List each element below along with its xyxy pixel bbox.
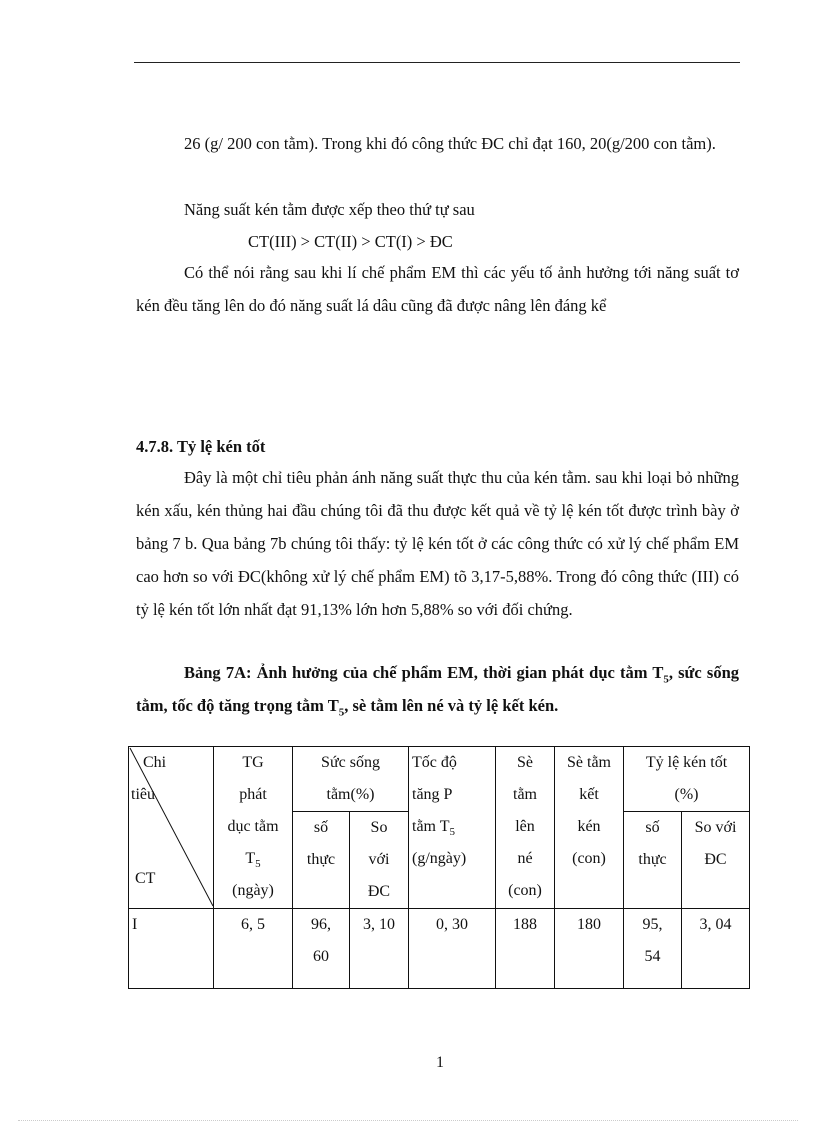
paragraph-1: 26 (g/ 200 con tằm). Trong khi đó công thức ĐC chỉ đạt 160, 20(g/200 con tằm).	[184, 134, 716, 153]
cell-se-len-ne: 188	[496, 909, 555, 989]
cell-ty-le-dc: 3, 04	[682, 909, 750, 989]
col-header-tg: TG phát dục tằm $T_5$ (ngày)	[214, 747, 293, 909]
page-number: 1	[436, 1054, 444, 1071]
corner-tieu: tiêu	[131, 786, 155, 803]
subheader-ty-le-thuc: số thực	[624, 812, 682, 909]
data-table	[128, 746, 750, 989]
col-header-se-ket: Sè tằm kết kén (con)	[555, 747, 624, 909]
cell-suc-song-dc: 3, 10	[350, 909, 409, 989]
col-header-ty-le: Tỷ lệ kén tốt (%)	[624, 747, 750, 812]
cell-se-ket-ken: 180	[555, 909, 624, 989]
page-bottom-rule	[18, 1120, 798, 1121]
subheader-suc-song-thuc: số thực	[293, 812, 350, 909]
col-header-suc-song: Sức sống tằm(%)	[293, 747, 409, 812]
col-header-toc-do: Tốc độ tăng P tằm $T_5$ (g/ngày)	[409, 747, 496, 909]
corner-header-cell	[129, 747, 214, 909]
table-caption: Bảng 7A: Ảnh hưởng của chế phẩm EM, thời gian phát dục tằm $T_5$, sức sống tằm, tốc độ tăng trọng tằm $T_5$, sè tằm lên né và tỷ lệ kết kén.	[136, 663, 739, 719]
paragraph-4: Đây là một chỉ tiêu phản ánh năng suất thực thu của kén tằm. sau khi loại bỏ những kén xấu, kén thủng hai đầu chúng tôi đã thu được kết quả về tỷ lệ kén tốt được trình bày ở bảng 7 b. Qua bảng 7b chúng tôi thấy: tỷ lệ kén tốt ở các công thức có xử lý chế phẩm EM cao hơn so với ĐC(không xử lý chế phẩm EM) tõ 3,17-5,88%. Trong đó công thức (III) có tỷ lệ kén tốt lớn nhất đạt 91,13% lớn hơn 5,88% so với đối chứng.	[136, 468, 739, 619]
subheader-ty-le-dc: So với ĐC	[682, 812, 750, 909]
col-header-se-tam: Sè tằm lên né (con)	[496, 747, 555, 909]
corner-chi: Chi	[143, 754, 167, 771]
cell-toc-do: 0, 30	[409, 909, 496, 989]
cell-ct: I	[129, 909, 214, 989]
cell-tg: 6, 5	[214, 909, 293, 989]
ranking-line: CT(III) > CT(II) > CT(I) > ĐC	[248, 232, 453, 251]
cell-suc-song-thuc: 96, 60	[293, 909, 350, 989]
header-rule	[134, 62, 740, 63]
table-row	[129, 909, 750, 989]
paragraph-2: Năng suất kén tằm được xếp theo thứ tự sau	[184, 200, 475, 219]
corner-ct: CT	[135, 870, 156, 887]
section-heading: 4.7.8. Tỷ lệ kén tốt	[136, 437, 266, 456]
subheader-suc-song-dc: So với ĐC	[350, 812, 409, 909]
paragraph-3: Có thể nói rằng sau khi lí chế phẩm EM thì các yếu tố ảnh hưởng tới năng suất tơ kén đều tăng lên do đó năng suất lá dâu cũng đã được nâng lên đáng kể	[136, 263, 739, 315]
cell-ty-le-thuc: 95, 54	[624, 909, 682, 989]
table-header-row-1	[129, 747, 750, 812]
